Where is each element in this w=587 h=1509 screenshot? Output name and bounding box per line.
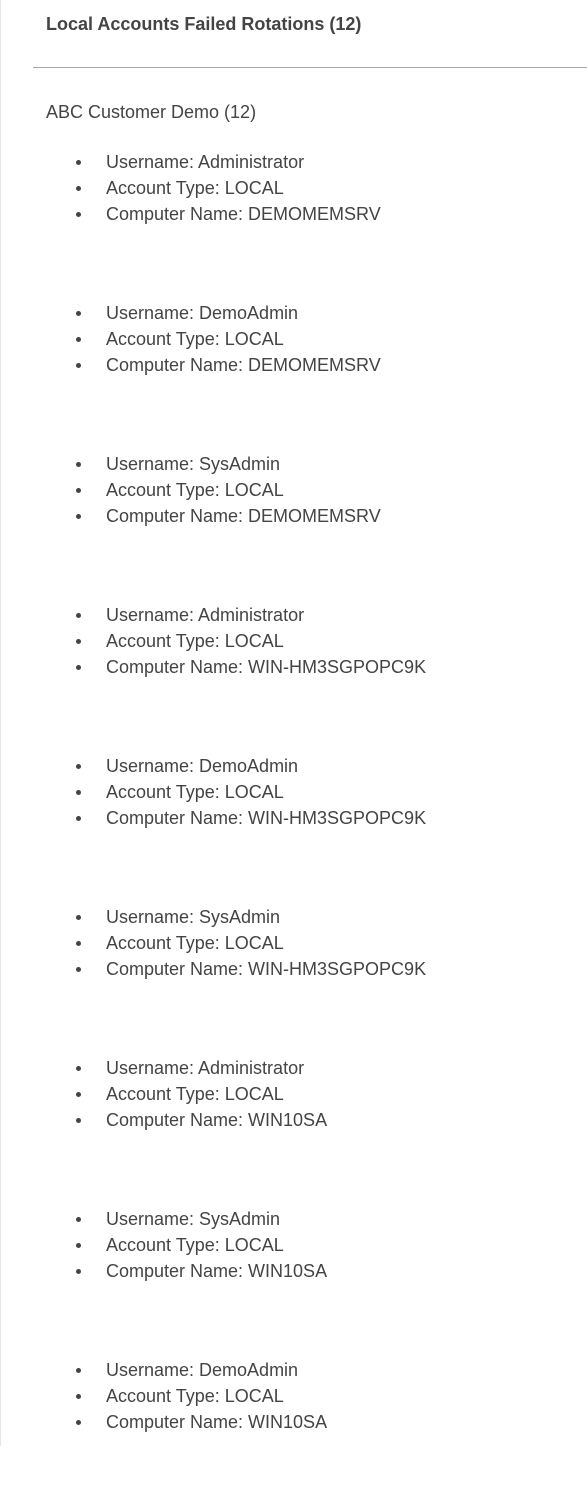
username-text: Username: Administrator [106, 152, 305, 172]
username-field [0, 452, 426, 478]
account-fields [0, 1207, 426, 1285]
account-type-field [0, 176, 426, 202]
report-title: Local Accounts Failed Rotations (12) [46, 14, 362, 34]
username-field [0, 603, 426, 629]
computer-name-text: Computer Name: DEMOMEMSRV [106, 355, 381, 375]
account-type-text: Account Type: LOCAL [106, 329, 284, 349]
bullet-icon [76, 1118, 81, 1123]
username-field [0, 1056, 426, 1082]
account-type-field [0, 931, 426, 957]
account-type-field [0, 780, 426, 806]
account-entry [0, 603, 426, 681]
bullet-icon [76, 363, 81, 368]
bullet-icon [76, 462, 81, 467]
account-type-text: Account Type: LOCAL [106, 178, 284, 198]
username-text: Username: DemoAdmin [106, 1360, 299, 1380]
username-text: Username: SysAdmin [106, 1209, 281, 1229]
bullet-icon [76, 1269, 81, 1274]
username-field [0, 1207, 426, 1233]
bullet-icon [76, 337, 81, 342]
account-type-field [0, 1384, 426, 1410]
bullet-icon [76, 915, 81, 920]
username-text: Username: Administrator [106, 1058, 305, 1078]
computer-name-field [0, 1259, 426, 1285]
account-fields [0, 150, 426, 228]
bullet-icon [76, 1092, 81, 1097]
username-field [0, 1358, 426, 1384]
bullet-icon [76, 1066, 81, 1071]
title-divider [33, 67, 587, 68]
account-fields [0, 603, 426, 681]
computer-name-field [0, 957, 426, 983]
account-type-field [0, 327, 426, 353]
computer-name-field [0, 655, 426, 681]
bullet-icon [76, 790, 81, 795]
account-type-text: Account Type: LOCAL [106, 1235, 284, 1255]
username-field [0, 754, 426, 780]
computer-name-field [0, 1108, 426, 1134]
computer-name-text: Computer Name: DEMOMEMSRV [106, 204, 381, 224]
bullet-icon [76, 160, 81, 165]
computer-name-text: Computer Name: WIN10SA [106, 1412, 328, 1432]
bullet-icon [76, 488, 81, 493]
account-type-text: Account Type: LOCAL [106, 1386, 284, 1406]
computer-name-text: Computer Name: DEMOMEMSRV [106, 506, 381, 526]
account-entry [0, 1207, 426, 1285]
computer-name-text: Computer Name: WIN-HM3SGPOPC9K [106, 657, 427, 677]
username-text: Username: SysAdmin [106, 907, 281, 927]
bullet-icon [76, 764, 81, 769]
bullet-icon [76, 186, 81, 191]
bullet-icon [76, 1243, 81, 1248]
computer-name-field [0, 202, 426, 228]
account-fields [0, 1056, 426, 1134]
bullet-icon [76, 212, 81, 217]
account-type-text: Account Type: LOCAL [106, 933, 284, 953]
username-text: Username: SysAdmin [106, 454, 281, 474]
group-title: ABC Customer Demo (12) [46, 102, 257, 122]
computer-name-field [0, 1410, 426, 1436]
computer-name-text: Computer Name: WIN10SA [106, 1261, 328, 1281]
account-fields [0, 905, 426, 983]
account-type-field [0, 478, 426, 504]
bullet-icon [76, 816, 81, 821]
computer-name-field [0, 353, 426, 379]
username-text: Username: Administrator [106, 605, 305, 625]
username-field [0, 301, 426, 327]
account-type-text: Account Type: LOCAL [106, 1084, 284, 1104]
username-text: Username: DemoAdmin [106, 756, 299, 776]
account-type-field [0, 1082, 426, 1108]
username-field [0, 905, 426, 931]
computer-name-text: Computer Name: WIN10SA [106, 1110, 328, 1130]
account-entry [0, 452, 426, 530]
account-entry [0, 301, 426, 379]
bullet-icon [76, 1420, 81, 1425]
bullet-icon [76, 1217, 81, 1222]
computer-name-field [0, 504, 426, 530]
computer-name-field [0, 806, 426, 832]
bullet-icon [76, 514, 81, 519]
bullet-icon [76, 665, 81, 670]
computer-name-text: Computer Name: WIN-HM3SGPOPC9K [106, 959, 427, 979]
bullet-icon [76, 967, 81, 972]
account-type-text: Account Type: LOCAL [106, 782, 284, 802]
username-text: Username: DemoAdmin [106, 303, 299, 323]
account-entry [0, 150, 426, 228]
account-entry [0, 1056, 426, 1134]
username-field [0, 150, 426, 176]
bullet-icon [76, 639, 81, 644]
account-fields [0, 1358, 426, 1436]
account-type-text: Account Type: LOCAL [106, 480, 284, 500]
bullet-icon [76, 941, 81, 946]
bullet-icon [76, 1368, 81, 1373]
account-entry [0, 754, 426, 832]
account-fields [0, 452, 426, 530]
account-entry [0, 905, 426, 983]
account-type-field [0, 629, 426, 655]
account-type-text: Account Type: LOCAL [106, 631, 284, 651]
account-fields [0, 301, 426, 379]
account-fields [0, 754, 426, 832]
bullet-icon [76, 311, 81, 316]
account-type-field [0, 1233, 426, 1259]
bullet-icon [76, 1394, 81, 1399]
bullet-icon [76, 613, 81, 618]
account-entry [0, 1358, 426, 1436]
computer-name-text: Computer Name: WIN-HM3SGPOPC9K [106, 808, 427, 828]
failed-accounts-list [0, 150, 426, 1509]
